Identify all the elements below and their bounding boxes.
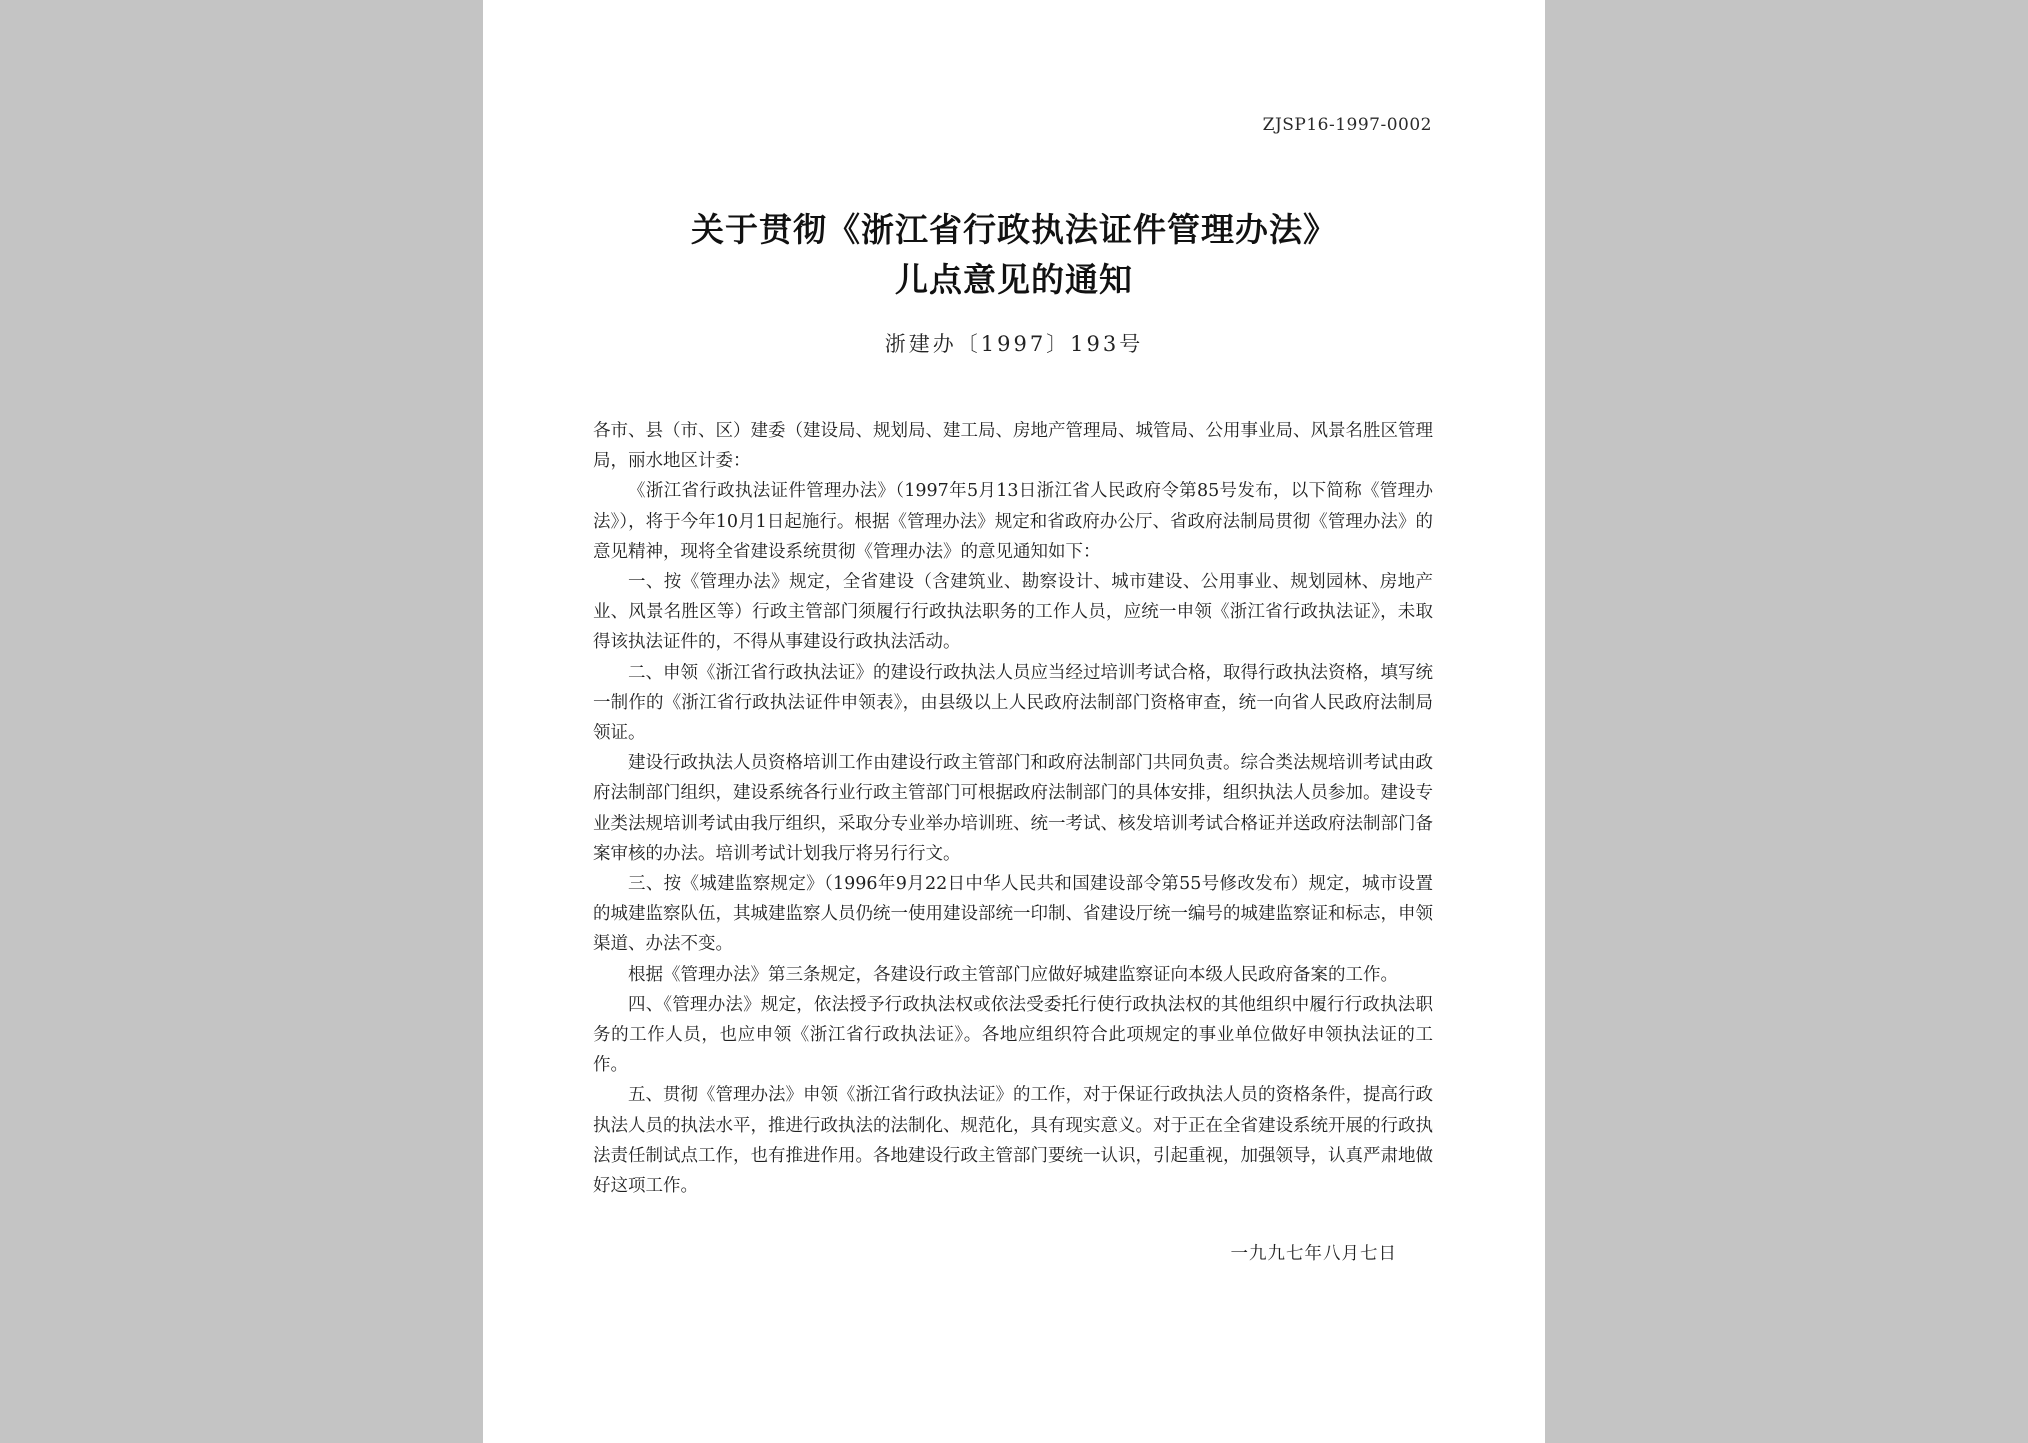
item-five-paragraph: 五、贯彻《管理办法》申领《浙江省行政执法证》的工作，对于保证行政执法人员的资格条件，提高行政执法人员的执法水平，推进行政执法的法制化、规范化，具有现实意义。对于正在全省建设系统开展的行政执法责任制试点工作，也有推进作用。各地建设行政主管部门要统一认识，引起重视，加强领导，认真严肃地做好这项工作。 — [593, 1085, 1433, 1197]
title-line-1: 关于贯彻《浙江省行政执法证件管理办法》 — [691, 210, 1337, 249]
salutation-paragraph: 各市、县（市、区）建委（建设局、规划局、建工局、房地产管理局、城管局、公用事业局、风景名胜区管理局，丽水地区计委： — [593, 421, 1433, 472]
title-line-2: 儿点意见的通知 — [895, 260, 1133, 299]
document-date: 一九九七年八月七日 — [1230, 1244, 1397, 1264]
document-body — [593, 416, 1433, 1201]
intro-paragraph: 《浙江省行政执法证件管理办法》（1997年5月13日浙江省人民政府令第85号发布，以下简称《管理办法》），将于今年10月1日起施行。根据《管理办法》规定和省政府办公厅、省政府法制局贯彻《管理办法》的意见精神，现将全省建设系统贯彻《管理办法》的意见通知如下： — [593, 481, 1433, 562]
document-title — [483, 205, 1545, 305]
document-page — [483, 0, 1545, 1443]
item-four-paragraph: 四、《管理办法》规定，依法授予行政执法权或依法受委托行使行政执法权的其他组织中履行行政执法职务的工作人员，也应申领《浙江省行政执法证》。各地应组织符合此项规定的事业单位做好申领执法证的工作。 — [593, 994, 1433, 1076]
item-three-paragraph: 三、按《城建监察规定》（1996年9月22日中华人民共和国建设部令第55号修改发布）规定，城市设置的城建监察队伍，其城建监察人员仍统一使用建设部统一印制、省建设厅统一编号的城建监察证和标志，申领渠道、办法不变。 — [593, 874, 1433, 955]
document-code: ZJSP16-1997-0002 — [1262, 115, 1432, 135]
item-two-paragraph: 二、申领《浙江省行政执法证》的建设行政执法人员应当经过培训考试合格，取得行政执法资格，填写统一制作的《浙江省行政执法证件申领表》，由县级以上人民政府法制部门资格审查，统一向省人民政府法制局领证。 — [593, 662, 1433, 744]
filing-paragraph: 根据《管理办法》第三条规定，各建设行政主管部门应做好城建监察证向本级人民政府备案的工作。 — [628, 964, 1398, 985]
item-one-paragraph: 一、按《管理办法》规定，全省建设（含建筑业、勘察设计、城市建设、公用事业、规划园林、房地产业、风景名胜区等）行政主管部门须履行行政执法职务的工作人员，应统一申领《浙江省行政执法证》，未取得该执法证件的，不得从事建设行政执法活动。 — [593, 572, 1433, 653]
training-paragraph: 建设行政执法人员资格培训工作由建设行政主管部门和政府法制部门共同负责。综合类法规培训考试由政府法制部门组织，建设系统各行业行政主管部门可根据政府法制部门的具体安排，组织执法人员参加。建设专业类法规培训考试由我厅组织，采取分专业举办培训班、统一考试、核发培训考试合格证并送政府法制部门备案审核的办法。培训考试计划我厅将另行行文。 — [593, 753, 1433, 864]
document-number: 浙建办〔1997〕193号 — [884, 332, 1144, 356]
